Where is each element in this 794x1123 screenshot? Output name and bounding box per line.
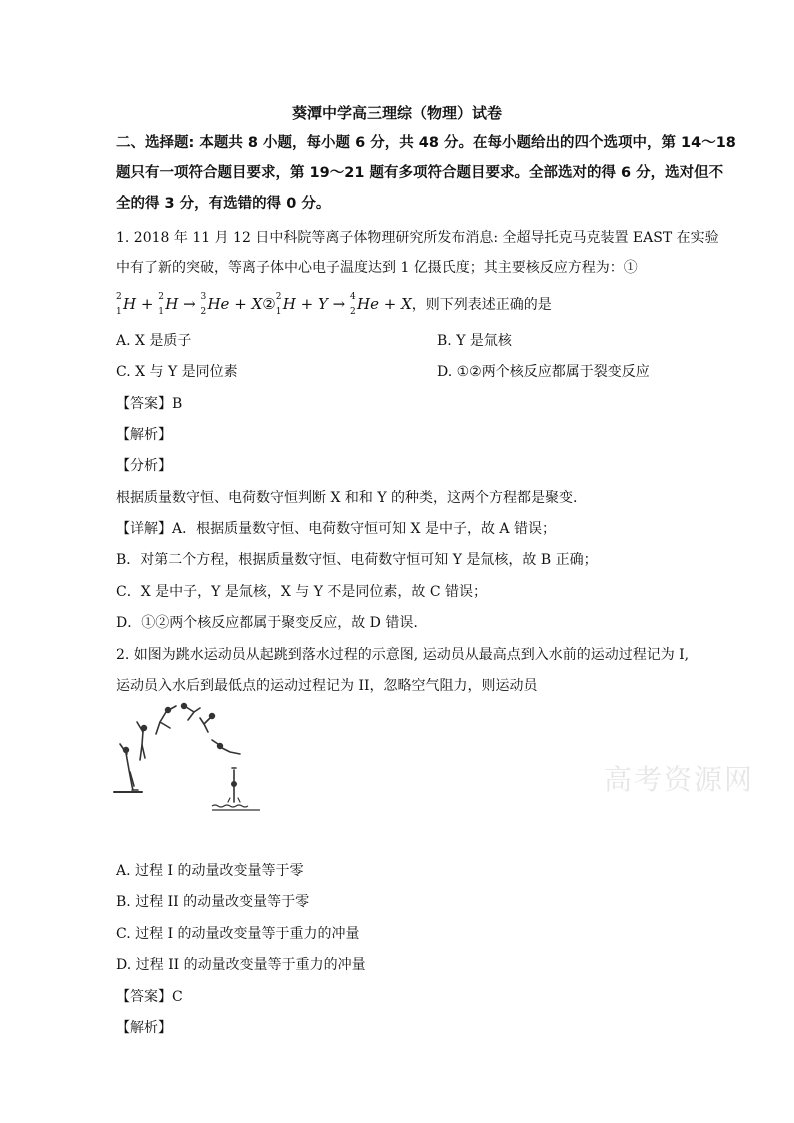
- page-title: 葵潭中学高三理综（物理）试卷: [291, 104, 502, 122]
- q1-detail-line-3: C．X 是中子，Y 是氚核，X 与 Y 不是同位素，故 C 错误；: [116, 584, 487, 600]
- diver-pose-entry: [232, 768, 236, 802]
- q1-equation: 2 1 H + 2 1 H → 3 2 He + X② 2 1 H + Y → 4 2 He + X，则下列表述正确的是: [116, 292, 552, 317]
- q1-option-d: D. ①②两个核反应都属于裂变反应: [437, 364, 650, 380]
- q1-detail-line-1: 【详解】A．根据质量数守恒、电荷数守恒可知 X 是中子，故 A 错误；: [116, 521, 556, 537]
- particle-x-2: X: [401, 295, 412, 313]
- q1-detail-line-4: D．①②两个核反应都属于聚变反应，故 D 错误.: [116, 615, 418, 631]
- q2-analysis-heading: 【解析】: [116, 1020, 172, 1036]
- water-surface: [212, 805, 260, 810]
- q1-detail-line-2: B．对第二个方程，根据质量数守恒、电荷数守恒可知 Y 是氚核，故 B 正确；: [116, 552, 598, 568]
- diver-trajectory-figure: [112, 698, 272, 820]
- diver-pose-pike: [156, 706, 176, 734]
- diver-pose-takeoff: [120, 744, 138, 790]
- diver-pose-rotating: [200, 714, 214, 732]
- q1-text-line-2: 中有了新的突破，等离子体中心电子温度达到 1 亿摄氏度；其主要核反应方程为：①: [116, 260, 638, 276]
- particle-y: Y: [317, 295, 328, 313]
- nuclide-deuterium-2: 2 1 H: [158, 292, 179, 317]
- section-heading-line-2: 题只有一项符合题目要求，第 19～21 题有多项符合题目要求。全部选对的得 6 分，选对但不: [116, 165, 724, 181]
- nuclide-deuterium-3: 2 1 H: [275, 292, 296, 317]
- q2-text-line-1: 2. 如图为跳水运动员从起跳到落水过程的示意图, 运动员从最高点到入水前的运动过程记为 I,: [116, 647, 690, 663]
- q1-option-c: C. X 与 Y 是同位素: [116, 364, 238, 380]
- nuclide-helium-3: 3 2 He: [200, 292, 230, 317]
- particle-x: X: [251, 295, 263, 313]
- q1-option-a: A. X 是质子: [116, 333, 192, 349]
- nuclide-helium-4: 4 2 He: [350, 292, 379, 317]
- q1-text-line-1: 1. 2018 年 11 月 12 日中科院等离子体物理研究所发布消息: 全超导托克马克装置 EAST 在实验: [116, 230, 719, 246]
- diver-pose-apex: [182, 704, 200, 720]
- q2-option-b: B. 过程 II 的动量改变量等于零: [116, 894, 310, 910]
- q1-fenxi-text: 根据质量数守恒、电荷数守恒判断 X 和和 Y 的种类，这两个方程都是聚变.: [116, 490, 578, 506]
- q2-option-c: C. 过程 I 的动量改变量等于重力的冲量: [116, 926, 360, 942]
- q1-equation-tail: ，则下列表述正确的是: [411, 297, 552, 313]
- diver-pose-rising: [137, 722, 146, 760]
- q1-option-b: B. Y 是氚核: [437, 333, 512, 349]
- q2-option-a: A. 过程 I 的动量改变量等于零: [116, 863, 304, 879]
- q1-answer: 【答案】B: [116, 396, 183, 412]
- nuclide-deuterium-1: 2 1 H: [116, 292, 137, 317]
- watermark-logo: 高考资源网: [604, 763, 755, 796]
- section-heading-line-3: 全的得 3 分，有选错的得 0 分。: [116, 196, 331, 212]
- q1-fenxi-heading: 【分析】: [116, 458, 172, 474]
- reaction-2-marker: ②: [262, 295, 276, 313]
- section-heading-line-1: 二、选择题: 本题共 8 小题，每小题 6 分，共 48 分。在每小题给出的四个选项中，第 14～18: [116, 135, 736, 151]
- q1-analysis-heading: 【解析】: [116, 427, 172, 443]
- q2-text-line-2: 运动员入水后到最低点的运动过程记为 II，忽略空气阻力，则运动员: [116, 678, 538, 694]
- q2-answer: 【答案】C: [116, 989, 183, 1005]
- diver-pose-descending: [212, 740, 240, 754]
- q2-option-d: D. 过程 II 的动量改变量等于重力的冲量: [116, 957, 366, 973]
